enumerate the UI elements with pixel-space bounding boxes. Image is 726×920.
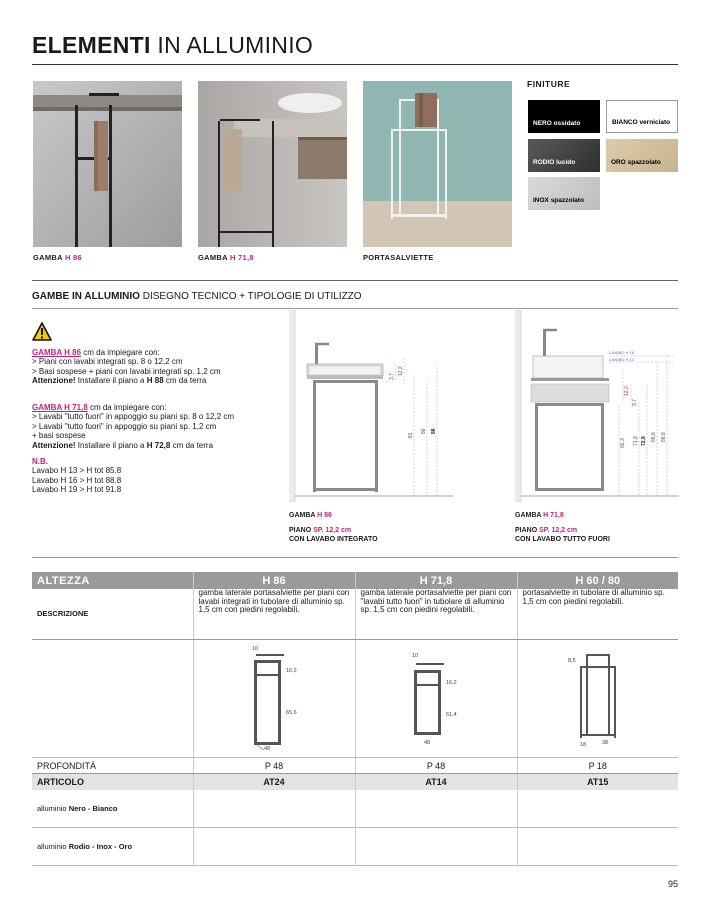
finish-prefix: alluminio <box>37 842 67 851</box>
profondita-cell: P 48 <box>355 758 517 774</box>
note-gamba-71-8 <box>32 403 234 450</box>
note-warning-end: cm da terra <box>165 376 207 386</box>
drawing-caption-value: H 86 <box>317 512 332 519</box>
note-warning: Attenzione! <box>32 376 76 386</box>
finishes-title: FINITURE <box>527 79 571 89</box>
sketch-dim: 18 <box>579 742 586 748</box>
page-title <box>32 32 313 59</box>
sketch-dim: 10 <box>252 646 259 652</box>
table-row-descrizione <box>32 589 678 640</box>
photo-gamba-71-8 <box>198 81 347 247</box>
table-row-finish-1 <box>32 790 678 828</box>
sketch-cell <box>355 640 517 758</box>
warning-icon <box>32 322 52 346</box>
caption-gamba-71-8 <box>198 253 254 262</box>
articolo-cell: AT15 <box>517 774 678 791</box>
sketch-cell <box>517 640 678 758</box>
caption-portasalviette <box>363 253 434 262</box>
finish-prefix: alluminio <box>37 804 67 813</box>
dim-label: 3,7 <box>632 399 638 406</box>
note-nb <box>32 457 121 495</box>
header-cell: H 86 <box>193 572 355 589</box>
note-warning-text: Installare il piano a <box>77 376 145 386</box>
section-divider <box>32 308 678 309</box>
dim-label: 72,8 <box>641 436 647 446</box>
drawing-caption-line: CON LAVABO INTEGRATO <box>289 536 378 543</box>
finish-swatch-bianco <box>606 100 678 133</box>
note-line: + basi sospese <box>32 431 86 441</box>
note-intro: cm da impiegare con: <box>83 348 160 357</box>
dim-label: 81 <box>408 432 414 438</box>
drawing-caption-line: CON LAVABO TUTTO FUORI <box>515 536 610 543</box>
row-label: PROFONDITÀ <box>32 758 193 774</box>
title-divider <box>32 64 678 65</box>
drawing-caption-label: PIANO <box>515 527 538 534</box>
drawing-caption-label: GAMBA <box>289 512 316 519</box>
sketch-dim: 65,6 <box>286 710 297 716</box>
finish-names: Rodio - Inox - Oro <box>68 842 133 851</box>
table-header-row <box>32 572 678 589</box>
header-cell: ALTEZZA <box>32 572 193 589</box>
finish-swatch-oro <box>606 139 678 172</box>
description-cell: portasalviette in tubolare di alluminio sp. 1,5 cm con piedini regolabili. <box>517 589 678 640</box>
row-label: ARTICOLO <box>32 774 193 791</box>
note-label: GAMBA H 86 <box>32 348 82 357</box>
dim-label: 88 <box>431 428 437 434</box>
spec-table <box>32 572 678 866</box>
finish-swatch-inox <box>528 177 600 210</box>
caption-label: PORTASALVIETTE <box>363 253 434 262</box>
sketch-dim: 51,4 <box>446 712 457 718</box>
drawing-gamba-86 <box>289 310 453 507</box>
note-label: GAMBA H 71,8 <box>32 403 88 412</box>
note-warning: Attenzione! <box>32 440 76 450</box>
finish-label: NERO ossidato <box>533 120 581 127</box>
header-cell: H 71,8 <box>355 572 517 589</box>
photo-gamba-86 <box>33 81 182 247</box>
photo-portasalviette <box>363 81 512 247</box>
sketch-dim: 16,2 <box>446 680 457 686</box>
finish-names: Nero - Bianco <box>68 804 118 813</box>
section-divider-top <box>32 280 678 281</box>
finish-row-label <box>32 828 193 866</box>
articolo-cell: AT14 <box>355 774 517 791</box>
table-divider-top <box>32 557 678 558</box>
finish-swatch-nero <box>528 100 600 133</box>
section-title-bold: GAMBE IN ALLUMINIO <box>32 291 140 302</box>
dim-label: 66,3 <box>620 438 626 448</box>
dim-label: 71,8 <box>633 436 639 446</box>
dim-label: LAVABO H 16 <box>609 350 634 355</box>
sketch-dim: 48 <box>264 746 271 752</box>
note-line: > Lavabi "tutto fuori" in appoggio su piani sp. 8 o 12,2 cm <box>32 412 235 422</box>
dim-label: 86 <box>421 428 427 434</box>
sketch-cell <box>193 640 355 758</box>
note-line: > Basi sospese + piani con lavabi integrati sp. 1,2 cm <box>32 366 221 376</box>
drawing-caption-value: H 71,8 <box>543 512 564 519</box>
empty-cell <box>32 640 193 758</box>
caption-value: H 86 <box>64 253 82 262</box>
note-warning-value: H 72,8 <box>146 440 171 450</box>
page-number: 95 <box>667 879 678 889</box>
drawing-caption-gamba-86 <box>289 511 378 544</box>
dim-label: 12,2 <box>398 366 404 376</box>
note-warning-text: Installare il piano a <box>77 440 145 450</box>
note-warning-value: H 88 <box>146 376 164 386</box>
table-row-profondita <box>32 758 678 774</box>
caption-gamba-86 <box>33 253 82 262</box>
table-row-drawings <box>32 640 678 758</box>
note-line: > Piani con lavabi integrati sp. 8 o 12,2 cm <box>32 357 183 367</box>
sketch-dim: 48 <box>424 740 431 746</box>
empty-cell <box>193 790 355 828</box>
drawing-caption-value: SP. 12,2 cm <box>313 527 352 534</box>
note-intro: cm da impiegare con: <box>89 403 167 412</box>
finish-label: ORO spazzolato <box>611 159 661 166</box>
finish-row-label <box>32 790 193 828</box>
drawing-caption-label: GAMBA <box>515 512 542 519</box>
drawing-caption-label: PIANO <box>289 527 312 534</box>
sketch-at15 <box>558 640 638 752</box>
drawing-caption-gamba-71-8 <box>515 511 610 544</box>
sketch-dim: 10 <box>412 653 419 659</box>
dim-label: 88,8 <box>661 432 667 442</box>
dim-label: LAVABO H 13 <box>609 357 634 362</box>
nb-line: Lavabo H 19 > H tot 91.8 <box>32 485 122 495</box>
profondita-cell: P 18 <box>517 758 678 774</box>
sketch-dim: 16,2 <box>286 668 297 674</box>
table-row-finish-2 <box>32 828 678 866</box>
note-gamba-86 <box>32 348 221 386</box>
nb-line: Lavabo H 13 > H tot 85.8 <box>32 466 122 476</box>
empty-cell <box>355 828 517 866</box>
note-line: > Lavabi "tutto fuori" in appoggio su piani sp. 1,2 cm <box>32 421 217 431</box>
finish-label: INOX spazzolato <box>533 197 584 204</box>
description-cell: gamba laterale portasalviette per piani con lavabi integrati in tubolare di alluminio sp. 1,5 cm con piedini regolabili. <box>193 589 355 640</box>
empty-cell <box>193 828 355 866</box>
profondita-cell: P 48 <box>193 758 355 774</box>
section-title-rest: DISEGNO TECNICO + TIPOLOGIE DI UTILIZZO <box>142 291 362 302</box>
page-title-bold: ELEMENTI <box>32 32 151 58</box>
sketch-at14 <box>396 640 476 752</box>
nb-line: Lavabo H 16 > H tot 88.8 <box>32 475 122 485</box>
note-warning-end: cm da terra <box>172 440 214 450</box>
finish-label: RODIO lucido <box>533 159 576 166</box>
table-row-articolo <box>32 774 678 791</box>
description-cell: gamba laterale portasalviette per piani con "lavabi tutto fuori" in tubolare di alluminio sp. 1,5 cm con piedini regolabili. <box>355 589 517 640</box>
section-title <box>32 291 362 302</box>
sketch-dim: 8,5 <box>567 658 576 664</box>
dim-label: 12,2 <box>624 386 630 396</box>
page-title-rest: IN ALLUMINIO <box>157 32 314 58</box>
drawing-caption-value: SP. 12,2 cm <box>539 527 578 534</box>
sketch-at24 <box>234 640 314 752</box>
dim-label: 85,8 <box>651 432 657 442</box>
caption-value: H 71,8 <box>229 253 254 262</box>
empty-cell <box>355 790 517 828</box>
nb-title: N.B. <box>32 457 48 466</box>
header-cell: H 60 / 80 <box>517 572 678 589</box>
finish-label: BIANCO verniciato <box>612 119 671 126</box>
empty-cell <box>517 828 678 866</box>
articolo-cell: AT24 <box>193 774 355 791</box>
caption-label: GAMBA <box>33 253 63 262</box>
row-label: DESCRIZIONE <box>32 589 193 640</box>
finish-swatch-rodio <box>528 139 600 172</box>
empty-cell <box>517 790 678 828</box>
dim-label: 3,7 <box>389 373 395 380</box>
drawing-gamba-71-8 <box>515 310 679 507</box>
caption-label: GAMBA <box>198 253 228 262</box>
sketch-dim: 38 <box>601 740 608 746</box>
